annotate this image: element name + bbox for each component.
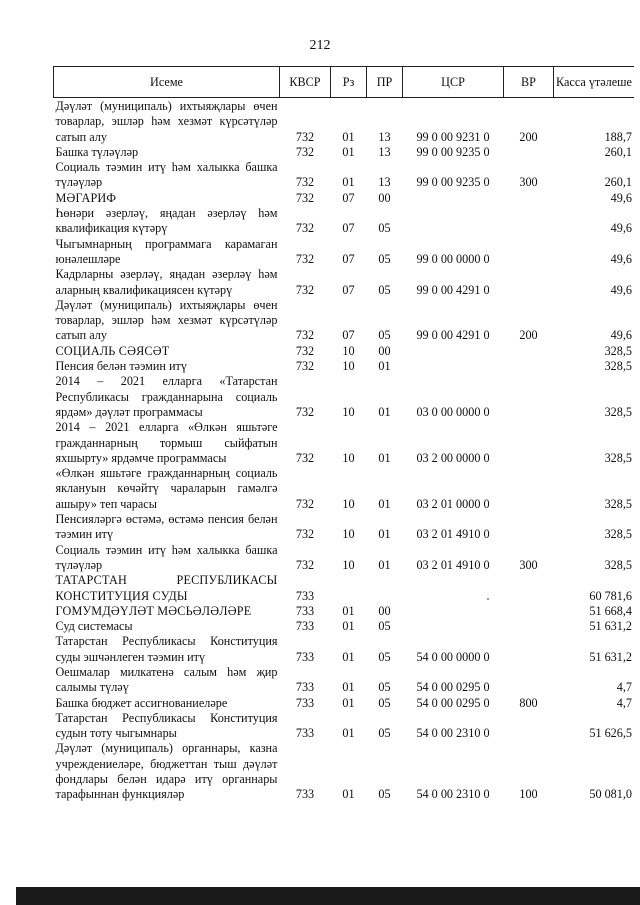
table-row [54, 665, 635, 696]
cell-csr: 03 0 00 0000 0 [416, 404, 490, 419]
cell-rz: 01 [342, 619, 355, 634]
cell-kassa: 49,6 [610, 282, 632, 297]
cell-pr: 05 [378, 680, 391, 695]
cell-kvsr: 733 [295, 588, 315, 603]
cell-csr: 03 2 01 4910 0 [416, 557, 490, 572]
cell-rz [331, 573, 367, 604]
cell-csr: 03 2 00 0000 0 [416, 450, 490, 465]
cell-kvsr: 732 [295, 404, 315, 419]
cell-pr: 05 [378, 695, 391, 710]
cell-name: МӘГАРИФ [55, 190, 117, 205]
table-row [54, 543, 635, 574]
table-row [54, 696, 635, 711]
cell-rz: 01 [342, 603, 355, 618]
cell-name: Оешмалар милкатенә салым һәм җир салымы түләү [55, 664, 278, 695]
cell-kvsr: 732 [295, 129, 315, 144]
cell-rz: 07 [342, 328, 355, 343]
table-row [54, 267, 635, 298]
table-row [54, 573, 635, 604]
table-row [54, 619, 635, 634]
table-row [54, 191, 635, 206]
cell-kassa: 328,5 [604, 359, 632, 374]
cell-kvsr: 732 [295, 144, 315, 159]
cell-vr: 300 [519, 557, 538, 572]
cell-vr [504, 711, 554, 742]
col-header-csr: ЦСР [403, 67, 504, 98]
cell-kassa: 51 631,2 [589, 619, 632, 634]
cell-vr [504, 374, 554, 420]
cell-pr: 01 [378, 359, 391, 374]
col-header-kvsr: КВСР [280, 67, 331, 98]
cell-csr: 54 0 00 0000 0 [416, 649, 490, 664]
cell-csr: 99 0 00 9235 0 [416, 144, 490, 159]
cell-name: Татарстан Республикасы Конституция суды эшчәнлеген тәэмин итү [55, 634, 278, 664]
cell-csr: 03 2 01 0000 0 [416, 496, 490, 511]
cell-rz: 10 [342, 359, 355, 374]
cell-csr: 54 0 00 0295 0 [416, 695, 490, 710]
cell-vr: 200 [519, 328, 538, 343]
cell-pr [367, 573, 403, 604]
cell-pr: 00 [378, 603, 391, 618]
cell-kassa: 260,1 [604, 144, 632, 159]
cell-vr [504, 665, 554, 696]
cell-pr: 00 [378, 190, 391, 205]
cell-kvsr: 732 [295, 251, 315, 266]
cell-kvsr: 732 [295, 328, 315, 343]
cell-kvsr: 733 [295, 649, 315, 664]
cell-vr [504, 604, 554, 619]
cell-rz: 01 [342, 649, 355, 664]
table-row [54, 711, 635, 742]
cell-rz: 10 [342, 404, 355, 419]
cell-rz: 01 [342, 129, 355, 144]
page-number: 212 [309, 38, 331, 53]
cell-kvsr: 732 [295, 190, 315, 205]
cell-name: Дәүләт (муниципаль) органнары, казна учреждениеләре, бюджеттан тыш дәүләт фондлары белән идарә итү органнары тарафыннан функцияләр [55, 741, 278, 802]
table-row [54, 374, 635, 420]
cell-kassa: 49,6 [610, 190, 632, 205]
cell-rz: 07 [342, 190, 355, 205]
cell-vr [504, 237, 554, 268]
cell-pr: 05 [378, 619, 391, 634]
table-row [54, 512, 635, 543]
col-header-kassa: Касса үтәлеше [554, 67, 635, 98]
table-header-row [54, 67, 635, 98]
cell-csr [403, 344, 504, 359]
cell-rz: 01 [342, 680, 355, 695]
cell-name: Пенсия белән тәэмин итү [55, 359, 187, 374]
cell-kassa: 49,6 [610, 328, 632, 343]
cell-vr [504, 145, 554, 160]
cell-rz: 01 [342, 144, 355, 159]
cell-name: «Өлкән яшьтәге гражданнарның социаль яклануын көчәйтү чараларын гамәлгә ашыру» теп чарасы [55, 466, 278, 511]
cell-vr [504, 466, 554, 512]
cell-csr [403, 206, 504, 237]
table-row [54, 466, 635, 512]
cell-csr [403, 359, 504, 374]
cell-kvsr: 733 [295, 726, 315, 741]
cell-name: Суд системасы [55, 619, 133, 634]
cell-csr: 54 0 00 2310 0 [416, 787, 490, 802]
cell-name: 2014 – 2021 елларга «Өлкән яшьтәге гражданнарның тормыш сыйфатын яхшырту» ярдәмче программасы [55, 420, 278, 465]
cell-pr: 05 [378, 726, 391, 741]
cell-pr: 01 [378, 496, 391, 511]
cell-csr: 54 0 00 2310 0 [416, 726, 490, 741]
table-body [54, 98, 635, 803]
cell-name: Дәүләт (муниципаль) ихтыяҗлары өчен товарлар, эшләр һәм хезмәт күрсәтүләр сатып алу [55, 297, 278, 343]
cell-vr [504, 634, 554, 665]
cell-pr: 13 [378, 144, 391, 159]
cell-kassa: 328,5 [604, 496, 632, 511]
cell-rz: 01 [342, 175, 355, 190]
cell-kassa: 50 081,0 [589, 787, 632, 802]
cell-pr: 13 [378, 129, 391, 144]
table-row [54, 741, 635, 802]
cell-rz: 10 [342, 450, 355, 465]
cell-rz: 10 [342, 496, 355, 511]
cell-csr: 99 0 00 4291 0 [416, 328, 490, 343]
cell-kassa: 328,5 [604, 557, 632, 572]
cell-kassa: 328,5 [604, 527, 632, 542]
cell-name: Социаль тәэмин итү һәм халыкка башка түләүләр [55, 160, 278, 190]
cell-kvsr: 732 [295, 221, 315, 236]
cell-vr: 300 [519, 175, 538, 190]
cell-name: 2014 – 2021 елларга «Татарстан Республикасы гражданнарына социаль ярдәм» дәүләт программасы [55, 374, 278, 419]
cell-kassa: 51 631,2 [589, 649, 632, 664]
cell-kvsr: 733 [295, 619, 315, 634]
cell-pr: 05 [378, 649, 391, 664]
cell-pr: 05 [378, 282, 391, 297]
cell-pr: 05 [378, 251, 391, 266]
cell-vr [504, 573, 554, 604]
cell-name: Татарстан Республикасы Конституция судын тоту чыгымнары [55, 710, 278, 741]
cell-vr [504, 512, 554, 543]
cell-rz: 01 [342, 787, 355, 802]
table-row [54, 160, 635, 191]
cell-kassa: 328,5 [604, 450, 632, 465]
cell-csr [403, 604, 504, 619]
cell-name: Социаль тәэмин итү һәм халыкка башка түләүләр [55, 542, 278, 572]
cell-kassa: 51 668,4 [589, 603, 632, 618]
cell-kassa: 4,7 [616, 680, 632, 695]
table-row [54, 237, 635, 268]
cell-vr: 200 [519, 129, 538, 144]
table-row [54, 98, 635, 145]
cell-csr: 99 0 00 0000 0 [416, 251, 490, 266]
cell-kassa: 260,1 [604, 175, 632, 190]
cell-vr [504, 619, 554, 634]
cell-vr: 100 [519, 787, 538, 802]
scan-speck [487, 598, 489, 600]
cell-vr [504, 267, 554, 298]
cell-pr: 01 [378, 450, 391, 465]
col-header-pr: ПР [367, 67, 403, 98]
cell-rz: 10 [342, 343, 355, 358]
cell-rz: 10 [342, 527, 355, 542]
cell-rz: 01 [342, 726, 355, 741]
cell-kvsr: 732 [295, 343, 315, 358]
cell-name: Һөнәри әзерләү, яңадан әзерләү һәм квалификация күтәрү [55, 206, 278, 236]
table-row [54, 420, 635, 466]
table-row [54, 145, 635, 160]
cell-csr: 99 0 00 4291 0 [416, 282, 490, 297]
cell-kvsr: 732 [295, 527, 315, 542]
scan-edge-bar [16, 887, 640, 905]
cell-kvsr: 732 [295, 175, 315, 190]
cell-csr [403, 191, 504, 206]
cell-rz: 07 [342, 282, 355, 297]
cell-name: Кадрларны әзерләү, яңадан әзерләү һәм аларның квалификациясен күтәрү [55, 267, 278, 297]
cell-kvsr: 732 [295, 450, 315, 465]
cell-vr [504, 191, 554, 206]
cell-name: Дәүләт (муниципаль) ихтыяҗлары өчен товарлар, эшләр һәм хезмәт күрсәтүләр сатып алу [55, 99, 278, 144]
cell-kvsr: 732 [295, 557, 315, 572]
table-row [54, 298, 635, 344]
cell-name: Пенсияләргә өстәмә, өстәмә пенсия белән тәэмин итү [55, 512, 278, 542]
cell-name: Башка түләүләр [55, 144, 139, 159]
cell-kassa: 328,5 [604, 404, 632, 419]
cell-csr: 99 0 00 9235 0 [416, 175, 490, 190]
cell-rz: 01 [342, 695, 355, 710]
cell-rz: 10 [342, 557, 355, 572]
cell-pr: 01 [378, 527, 391, 542]
cell-vr [504, 420, 554, 466]
cell-name: ТАТАРСТАН РЕСПУБЛИКАСЫ КОНСТИТУЦИЯ СУДЫ [55, 573, 278, 603]
cell-vr: 800 [519, 695, 538, 710]
col-header-rz: Рз [331, 67, 367, 98]
cell-pr: 00 [378, 343, 391, 358]
cell-name: Башка бюджет ассигнованиеләре [55, 695, 228, 710]
cell-csr: 03 2 01 4910 0 [416, 527, 490, 542]
cell-kvsr: 732 [295, 496, 315, 511]
cell-pr: 05 [378, 221, 391, 236]
cell-kassa: 4,7 [616, 695, 632, 710]
col-header-vr: ВР [504, 67, 554, 98]
cell-csr: 54 0 00 0295 0 [416, 680, 490, 695]
cell-kassa: 328,5 [604, 343, 632, 358]
cell-kassa: 49,6 [610, 221, 632, 236]
cell-kassa: 49,6 [610, 251, 632, 266]
cell-kassa: 60 781,6 [589, 588, 632, 603]
table-row [54, 344, 635, 359]
cell-pr: 05 [378, 787, 391, 802]
cell-csr [403, 619, 504, 634]
cell-rz: 07 [342, 251, 355, 266]
cell-pr: 01 [378, 404, 391, 419]
cell-pr: 13 [378, 175, 391, 190]
cell-name: ГОМУМДӘҮЛӘТ МӘСЬӘЛӘЛӘРЕ [55, 603, 252, 618]
table-row [54, 604, 635, 619]
cell-kvsr: 733 [295, 603, 315, 618]
table-row [54, 634, 635, 665]
cell-pr: 05 [378, 328, 391, 343]
cell-kvsr: 732 [295, 282, 315, 297]
cell-name: Чыгымнарның программага карамаган юнәлешләре [55, 236, 278, 266]
cell-kvsr: 732 [295, 359, 315, 374]
cell-vr [504, 206, 554, 237]
cell-csr: 99 0 00 9231 0 [416, 129, 490, 144]
cell-kvsr: 733 [295, 695, 315, 710]
cell-name: СОЦИАЛЬ СӘЯСӘТ [55, 343, 170, 358]
budget-table [53, 66, 634, 803]
cell-rz: 07 [342, 221, 355, 236]
cell-kassa: 188,7 [604, 129, 632, 144]
cell-pr: 01 [378, 557, 391, 572]
cell-kassa: 51 626,5 [589, 726, 632, 741]
col-header-name: Исеме [54, 67, 280, 98]
table-row [54, 206, 635, 237]
cell-vr [504, 359, 554, 374]
cell-vr [504, 344, 554, 359]
cell-kvsr: 733 [295, 787, 315, 802]
table-row [54, 359, 635, 374]
cell-kvsr: 733 [295, 680, 315, 695]
